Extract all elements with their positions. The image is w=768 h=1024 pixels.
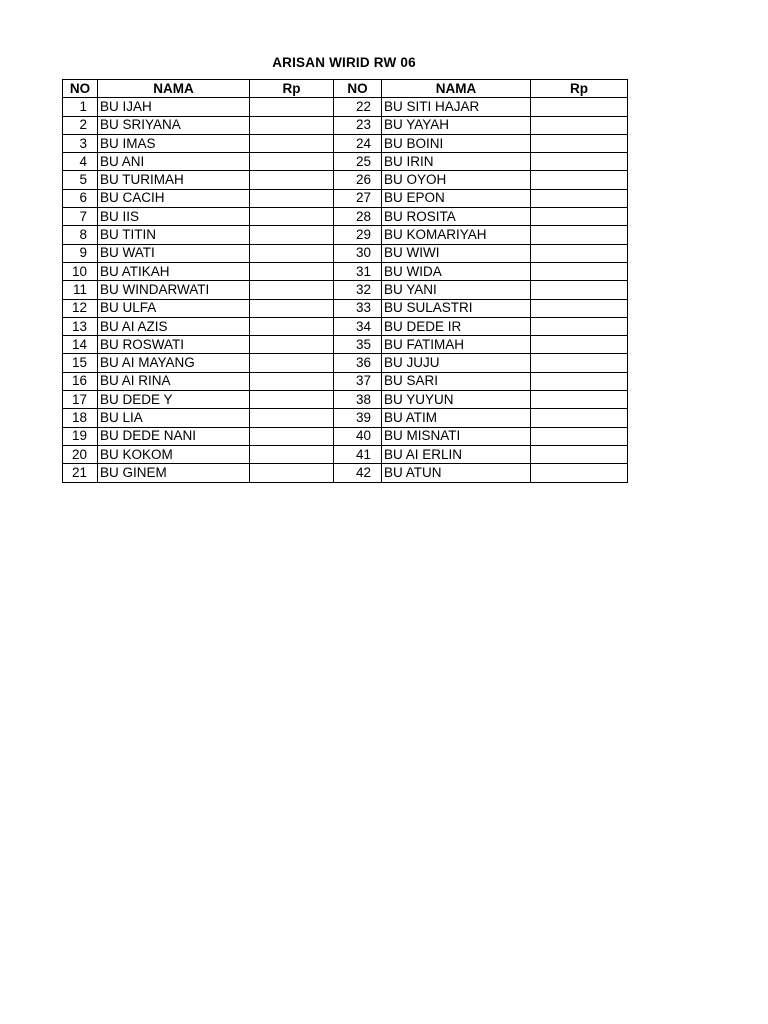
cell-rp: [250, 391, 334, 409]
cell-nama: BU YUYUN: [382, 391, 531, 409]
table-row: [63, 354, 628, 372]
cell-nama: BU SULASTRI: [382, 299, 531, 317]
cell-nama: BU WIDA: [382, 262, 531, 280]
cell-nama: BU GINEM: [98, 464, 250, 482]
cell-rp: [250, 427, 334, 445]
cell-rp: [250, 336, 334, 354]
cell-no: 28: [334, 208, 382, 226]
cell-rp: [250, 299, 334, 317]
cell-no: 34: [334, 317, 382, 335]
cell-rp: [531, 153, 628, 171]
cell-nama: BU DEDE Y: [98, 391, 250, 409]
cell-no: 16: [63, 372, 98, 390]
cell-nama: BU ULFA: [98, 299, 250, 317]
cell-rp: [531, 208, 628, 226]
header-nama-left: NAMA: [98, 80, 250, 98]
cell-rp: [250, 281, 334, 299]
cell-nama: BU AI ERLIN: [382, 445, 531, 463]
cell-no: 17: [63, 391, 98, 409]
cell-no: 10: [63, 262, 98, 280]
cell-nama: BU OYOH: [382, 171, 531, 189]
cell-rp: [531, 336, 628, 354]
cell-nama: BU KOMARIYAH: [382, 226, 531, 244]
cell-rp: [250, 208, 334, 226]
cell-nama: BU WINDARWATI: [98, 281, 250, 299]
cell-nama: BU WIWI: [382, 244, 531, 262]
table-row: [63, 464, 628, 482]
cell-no: 39: [334, 409, 382, 427]
cell-rp: [531, 354, 628, 372]
cell-no: 23: [334, 116, 382, 134]
cell-rp: [531, 98, 628, 116]
cell-nama: BU ROSWATI: [98, 336, 250, 354]
cell-rp: [250, 354, 334, 372]
cell-rp: [531, 409, 628, 427]
cell-no: 41: [334, 445, 382, 463]
cell-no: 29: [334, 226, 382, 244]
header-rp-left: Rp: [250, 80, 334, 98]
cell-rp: [250, 134, 334, 152]
cell-no: 36: [334, 354, 382, 372]
cell-no: 18: [63, 409, 98, 427]
table-header-row: [63, 80, 628, 98]
cell-nama: BU ANI: [98, 153, 250, 171]
cell-nama: BU IMAS: [98, 134, 250, 152]
cell-no: 5: [63, 171, 98, 189]
cell-rp: [250, 464, 334, 482]
cell-no: 35: [334, 336, 382, 354]
table-row: [63, 409, 628, 427]
cell-nama: BU ATUN: [382, 464, 531, 482]
cell-no: 2: [63, 116, 98, 134]
table-row: [63, 208, 628, 226]
cell-no: 31: [334, 262, 382, 280]
cell-nama: BU JUJU: [382, 354, 531, 372]
table-row: [63, 98, 628, 116]
cell-no: 22: [334, 98, 382, 116]
arisan-table: [62, 79, 628, 483]
cell-nama: BU LIA: [98, 409, 250, 427]
cell-nama: BU ATIKAH: [98, 262, 250, 280]
cell-no: 37: [334, 372, 382, 390]
cell-no: 6: [63, 189, 98, 207]
cell-no: 26: [334, 171, 382, 189]
table-row: [63, 299, 628, 317]
table-row: [63, 134, 628, 152]
cell-nama: BU TITIN: [98, 226, 250, 244]
cell-nama: BU AI RINA: [98, 372, 250, 390]
cell-no: 13: [63, 317, 98, 335]
cell-nama: BU MISNATI: [382, 427, 531, 445]
cell-nama: BU ROSITA: [382, 208, 531, 226]
page-title: ARISAN WIRID RW 06: [272, 55, 416, 70]
header-no-right: NO: [334, 80, 382, 98]
cell-no: 12: [63, 299, 98, 317]
table-row: [63, 171, 628, 189]
cell-rp: [531, 317, 628, 335]
cell-rp: [531, 244, 628, 262]
table-row: [63, 445, 628, 463]
header-no-left: NO: [63, 80, 98, 98]
cell-no: 8: [63, 226, 98, 244]
cell-rp: [531, 427, 628, 445]
cell-no: 33: [334, 299, 382, 317]
cell-rp: [531, 171, 628, 189]
table-row: [63, 262, 628, 280]
table-row: [63, 317, 628, 335]
cell-nama: BU IIS: [98, 208, 250, 226]
cell-no: 27: [334, 189, 382, 207]
cell-no: 21: [63, 464, 98, 482]
cell-rp: [250, 98, 334, 116]
cell-no: 9: [63, 244, 98, 262]
cell-rp: [250, 171, 334, 189]
cell-nama: BU FATIMAH: [382, 336, 531, 354]
cell-rp: [531, 372, 628, 390]
cell-no: 24: [334, 134, 382, 152]
cell-rp: [531, 281, 628, 299]
cell-nama: BU SITI HAJAR: [382, 98, 531, 116]
cell-rp: [250, 372, 334, 390]
cell-no: 4: [63, 153, 98, 171]
cell-no: 3: [63, 134, 98, 152]
cell-rp: [531, 299, 628, 317]
table-row: [63, 244, 628, 262]
cell-nama: BU TURIMAH: [98, 171, 250, 189]
cell-rp: [531, 189, 628, 207]
table-row: [63, 391, 628, 409]
header-rp-right: Rp: [531, 80, 628, 98]
cell-rp: [250, 244, 334, 262]
cell-no: 1: [63, 98, 98, 116]
cell-rp: [531, 226, 628, 244]
cell-nama: BU YANI: [382, 281, 531, 299]
header-nama-right: NAMA: [382, 80, 531, 98]
table-row: [63, 189, 628, 207]
cell-nama: BU SRIYANA: [98, 116, 250, 134]
cell-rp: [531, 134, 628, 152]
cell-rp: [250, 153, 334, 171]
cell-no: 7: [63, 208, 98, 226]
cell-nama: BU SARI: [382, 372, 531, 390]
cell-nama: BU IJAH: [98, 98, 250, 116]
cell-no: 38: [334, 391, 382, 409]
cell-nama: BU AI MAYANG: [98, 354, 250, 372]
cell-rp: [250, 317, 334, 335]
cell-nama: BU ATIM: [382, 409, 531, 427]
cell-rp: [531, 262, 628, 280]
table-row: [63, 281, 628, 299]
cell-no: 32: [334, 281, 382, 299]
cell-rp: [250, 189, 334, 207]
cell-no: 42: [334, 464, 382, 482]
table-row: [63, 226, 628, 244]
table-row: [63, 372, 628, 390]
cell-no: 14: [63, 336, 98, 354]
cell-rp: [250, 409, 334, 427]
cell-nama: BU AI AZIS: [98, 317, 250, 335]
cell-nama: BU IRIN: [382, 153, 531, 171]
cell-no: 25: [334, 153, 382, 171]
table-row: [63, 116, 628, 134]
cell-nama: BU DEDE NANI: [98, 427, 250, 445]
cell-rp: [250, 226, 334, 244]
cell-no: 15: [63, 354, 98, 372]
cell-rp: [250, 445, 334, 463]
cell-rp: [531, 391, 628, 409]
cell-rp: [531, 116, 628, 134]
cell-no: 40: [334, 427, 382, 445]
table-row: [63, 427, 628, 445]
cell-nama: BU DEDE IR: [382, 317, 531, 335]
table-row: [63, 336, 628, 354]
cell-rp: [531, 464, 628, 482]
cell-no: 30: [334, 244, 382, 262]
cell-no: 11: [63, 281, 98, 299]
cell-nama: BU KOKOM: [98, 445, 250, 463]
cell-no: 19: [63, 427, 98, 445]
cell-nama: BU BOINI: [382, 134, 531, 152]
cell-nama: BU CACIH: [98, 189, 250, 207]
cell-no: 20: [63, 445, 98, 463]
cell-rp: [250, 262, 334, 280]
cell-nama: BU EPON: [382, 189, 531, 207]
table-row: [63, 153, 628, 171]
cell-rp: [250, 116, 334, 134]
cell-rp: [531, 445, 628, 463]
cell-nama: BU YAYAH: [382, 116, 531, 134]
cell-nama: BU WATI: [98, 244, 250, 262]
